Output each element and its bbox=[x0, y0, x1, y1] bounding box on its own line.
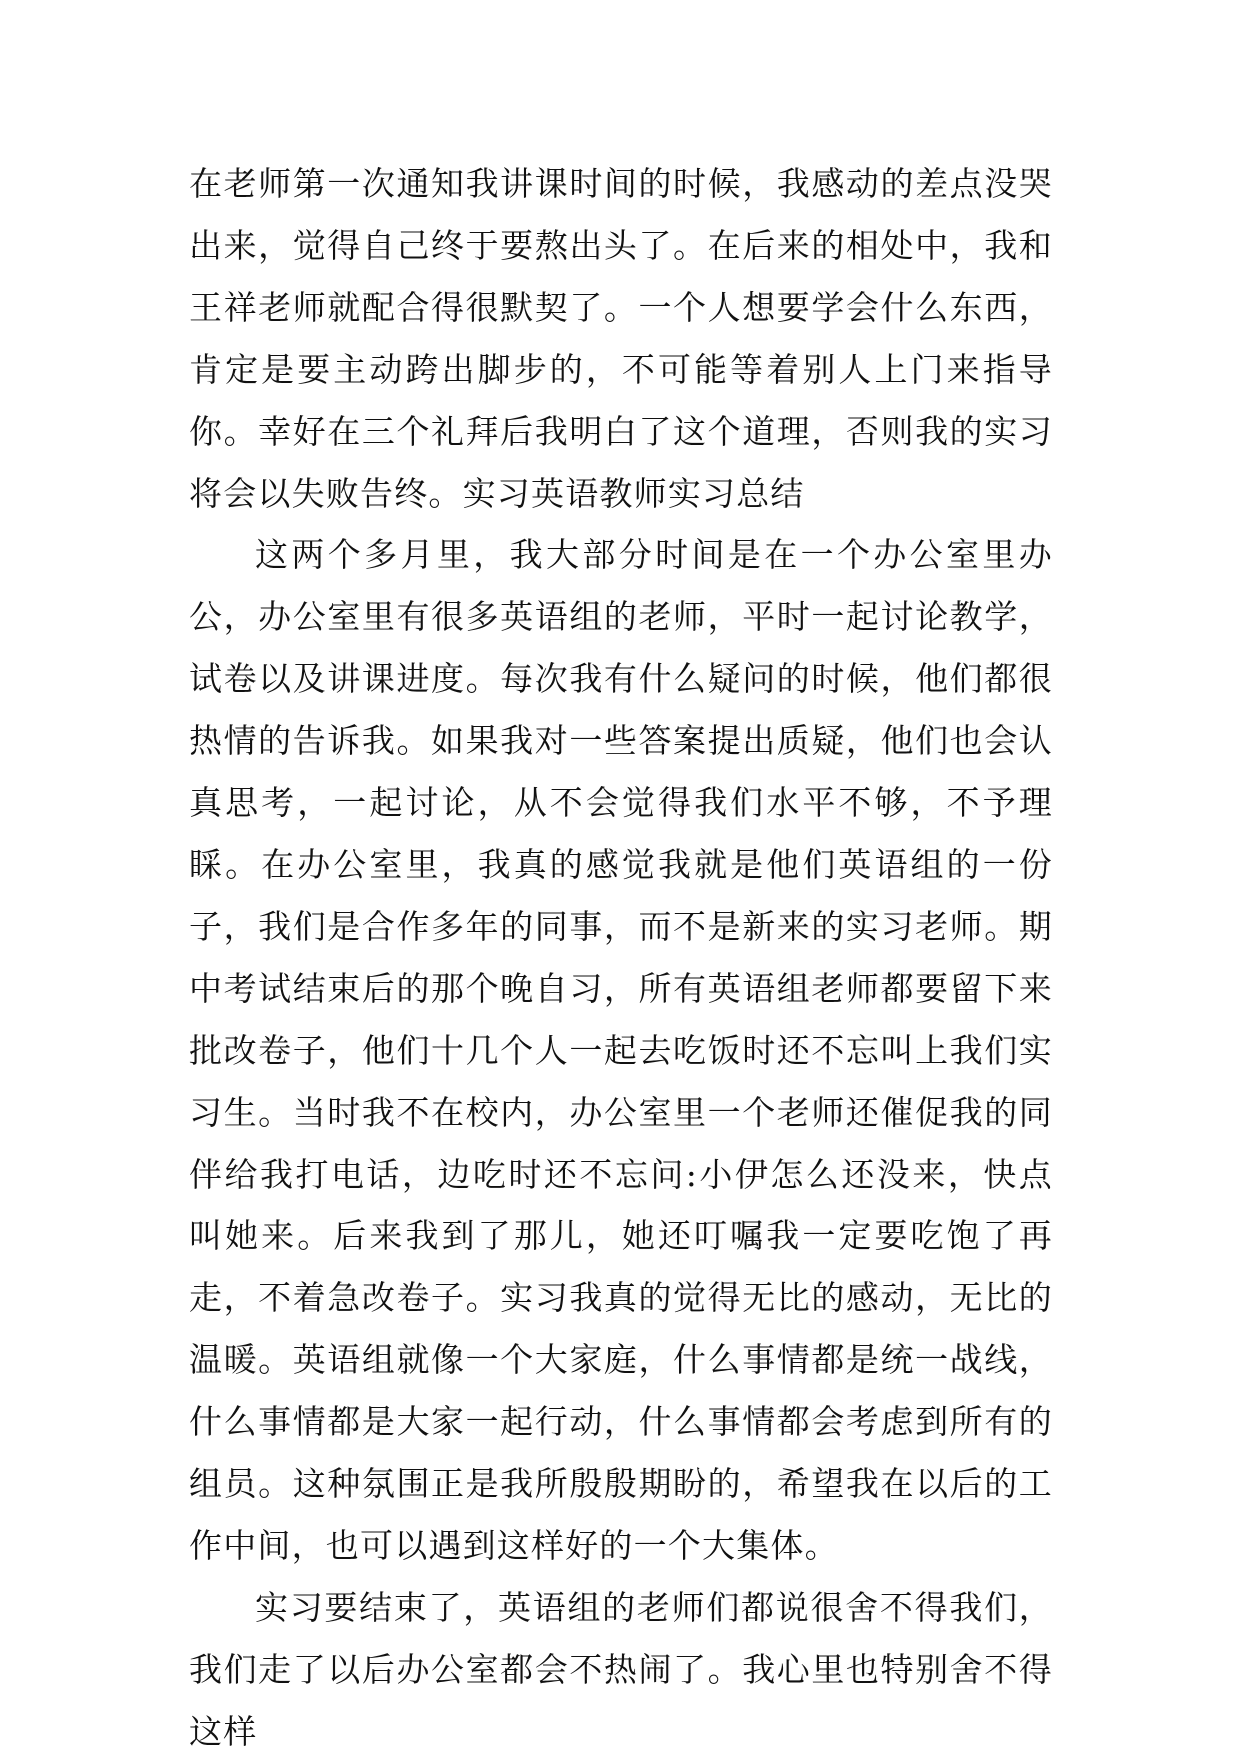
document-body bbox=[189, 153, 1053, 1763]
paragraph-2: 这两个多月里，我大部分时间是在一个办公室里办公，办公室里有很多英语组的老师，平时一起讨论教学，试卷以及讲课进度。每次我有什么疑问的时候，他们都很热情的告诉我。如果我对一些答案提出质疑，他们也会认真思考，一起讨论，从不会觉得我们水平不够，不予理睬。在办公室里，我真的感觉我就是他们英语组的一份子，我们是合作多年的同事，而不是新来的实习老师。期中考试结束后的那个晚自习，所有英语组老师都要留下来批改卷子，他们十几个人一起去吃饭时还不忘叫上我们实习生。当时我不在校内，办公室里一个老师还催促我的同伴给我打电话，边吃时还不忘问:小伊怎么还没来，快点叫她来。后来我到了那儿，她还叮嘱我一定要吃饱了再走，不着急改卷子。实习我真的觉得无比的感动，无比的温暖。英语组就像一个大家庭，什么事情都是统一战线，什么事情都是大家一起行动，什么事情都会考虑到所有的组员。这种氛围正是我所殷殷期盼的，希望我在以后的工作中间，也可以遇到这样好的一个大集体。 bbox=[189, 535, 1053, 1565]
paragraph-3: 实习要结束了，英语组的老师们都说很舍不得我们，我们走了以后办公室都会不热闹了。我心里也特别舍不得这样 bbox=[189, 1587, 1053, 1751]
paragraph-1: 在老师第一次通知我讲课时间的时候，我感动的差点没哭出来，觉得自己终于要熬出头了。在后来的相处中，我和王祥老师就配合得很默契了。一个人想要学会什么东西，肯定是要主动跨出脚步的，不可能等着别人上门来指导你。幸好在三个礼拜后我明白了这个道理，否则我的实习将会以失败告终。实习英语教师实习总结 bbox=[189, 164, 1053, 513]
